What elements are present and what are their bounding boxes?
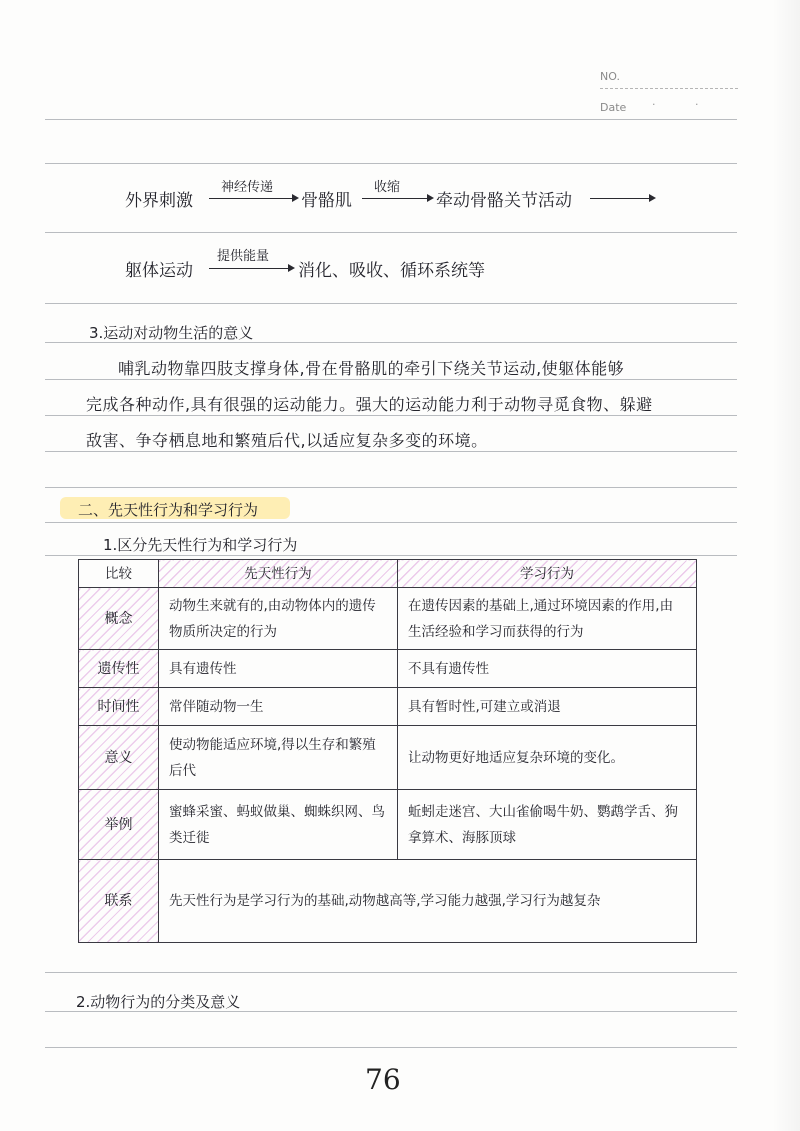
ruled-line	[45, 1047, 737, 1048]
ruled-line	[45, 303, 737, 304]
cell-innate-examples: 蜜蜂采蜜、蚂蚁做巢、蜘蛛织网、鸟类迁徙	[159, 790, 398, 860]
ruled-line	[45, 555, 737, 556]
flow2-arrow-head	[288, 264, 295, 272]
header-date-dots: · ·	[652, 98, 717, 111]
header-no-label: NO.	[600, 70, 620, 83]
row-label-heredity: 遗传性	[79, 650, 159, 688]
flow1-arrow2-head	[427, 194, 434, 202]
flow1-node-muscle: 骨骼肌	[301, 191, 352, 211]
section3-line-3: 敌害、争夺栖息地和繁殖后代,以适应复杂多变的环境。	[86, 431, 488, 450]
row-label-significance: 意义	[79, 726, 159, 790]
flow1-arrow3-head	[649, 194, 656, 202]
cell-innate-significance: 使动物能适应环境,得以生存和繁殖后代	[159, 726, 398, 790]
cell-innate-concept: 动物生来就有的,由动物体内的遗传物质所决定的行为	[159, 588, 398, 650]
ruled-line	[45, 522, 737, 523]
row-label-duration: 时间性	[79, 688, 159, 726]
table-header-row	[79, 560, 697, 588]
cell-innate-duration: 常伴随动物一生	[159, 688, 398, 726]
cell-learned-examples: 蚯蚓走迷宫、大山雀偷喝牛奶、鹦鹉学舌、狗拿算术、海豚顶球	[398, 790, 697, 860]
ruled-line	[45, 232, 737, 233]
flow2-end: 消化、吸收、循环系统等	[298, 261, 485, 281]
table-row	[79, 650, 697, 688]
row-label-concept: 概念	[79, 588, 159, 650]
ruled-line	[45, 487, 737, 488]
header-date-label: Date	[600, 101, 627, 114]
header-no-rule	[600, 88, 738, 89]
flow1-arrow2-line	[362, 198, 428, 199]
table-row	[79, 688, 697, 726]
cell-learned-concept: 在遗传因素的基础上,通过环境因素的作用,由生活经验和学习而获得的行为	[398, 588, 697, 650]
ruled-line	[45, 379, 737, 380]
part2-subtitle-2: 2.动物行为的分类及意义	[76, 993, 241, 1011]
table-row	[79, 588, 697, 650]
page-edge-shadow	[772, 0, 800, 1131]
flow2-arrow-line	[209, 268, 289, 269]
flow1-label-nerve: 神经传递	[221, 180, 274, 195]
comparison-table	[78, 559, 697, 943]
ruled-line	[45, 119, 737, 120]
table-header-learned: 学习行为	[398, 560, 697, 588]
page-number: 76	[365, 1063, 401, 1096]
row-label-relation: 联系	[79, 860, 159, 943]
cell-learned-significance: 让动物更好地适应复杂环境的变化。	[398, 726, 697, 790]
part2-subtitle-1: 1.区分先天性行为和学习行为	[103, 536, 298, 554]
flow2-label-energy: 提供能量	[217, 249, 270, 264]
section3-title: 3.运动对动物生活的意义	[89, 324, 254, 342]
part2-title: 二、先天性行为和学习行为	[78, 501, 259, 519]
cell-learned-heredity: 不具有遗传性	[398, 650, 697, 688]
table-row	[79, 860, 697, 943]
cell-innate-heredity: 具有遗传性	[159, 650, 398, 688]
flow1-start: 外界刺激	[125, 191, 193, 211]
table-header-compare: 比较	[79, 560, 159, 588]
cell-learned-duration: 具有暂时性,可建立或消退	[398, 688, 697, 726]
ruled-line	[45, 163, 737, 164]
ruled-line	[45, 972, 737, 973]
table-row	[79, 790, 697, 860]
flow1-arrow3-line	[590, 198, 650, 199]
flow1-node-joint: 牵动骨骼关节活动	[436, 191, 572, 211]
table-row	[79, 726, 697, 790]
flow1-arrow1-line	[209, 198, 293, 199]
section3-line-1: 哺乳动物靠四肢支撑身体,骨在骨骼肌的牵引下绕关节运动,使躯体能够	[118, 359, 625, 378]
ruled-line	[45, 415, 737, 416]
ruled-line	[45, 451, 737, 452]
flow1-arrow1-head	[292, 194, 299, 202]
table-header-innate: 先天性行为	[159, 560, 398, 588]
cell-relation: 先天性行为是学习行为的基础,动物越高等,学习能力越强,学习行为越复杂	[159, 860, 697, 943]
row-label-examples: 举例	[79, 790, 159, 860]
flow1-label-contract: 收缩	[374, 180, 401, 195]
section3-line-2: 完成各种动作,具有很强的运动能力。强大的运动能力利于动物寻觅食物、躲避	[86, 395, 653, 414]
flow2-start: 躯体运动	[125, 261, 193, 281]
